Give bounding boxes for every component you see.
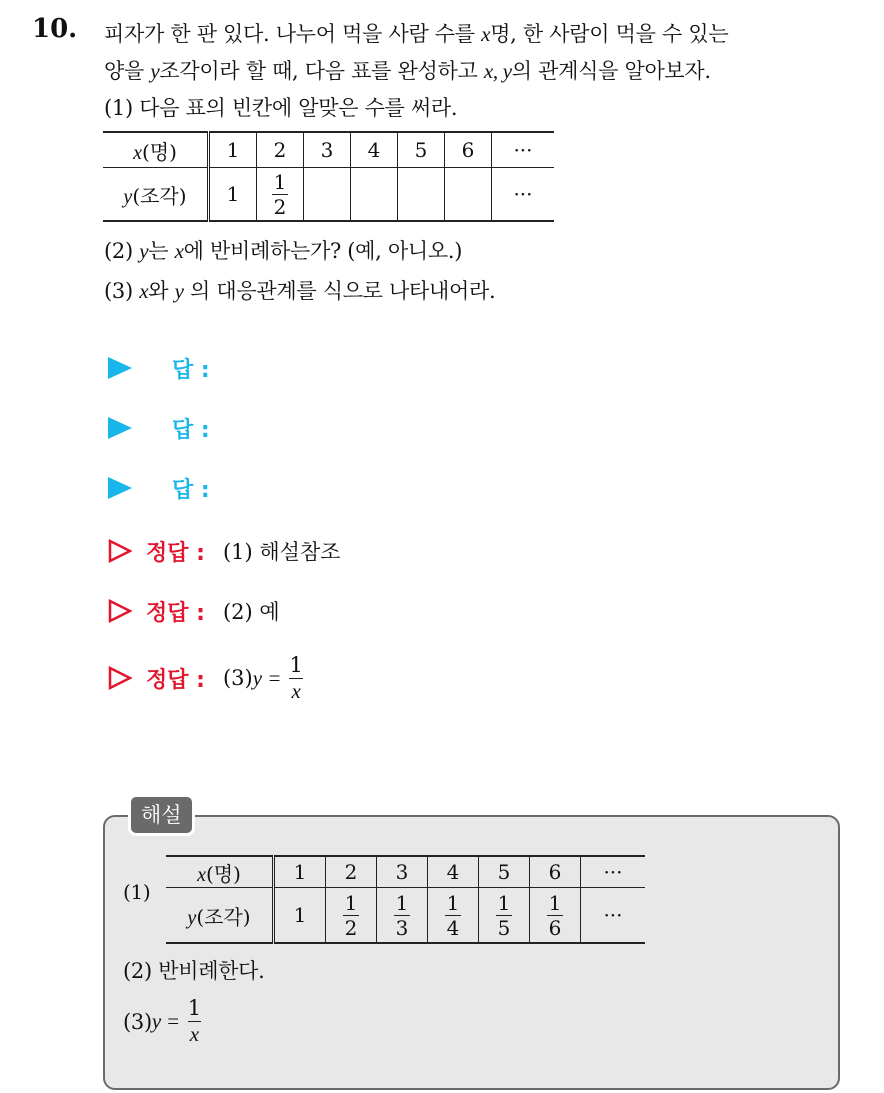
table-cell: 2 — [326, 856, 377, 888]
correct-text-2: (2) 예 — [222, 600, 280, 624]
question-line-2: 양을 y조각이라 할 때, 다음 표를 완성하고 x, y의 관계식을 알아보자. — [104, 59, 711, 83]
sub-question-1: (1) 다음 표의 빈칸에 알맞은 수를 써라. — [104, 96, 458, 120]
table-cell: 1 — [274, 856, 326, 888]
question-line-1: 피자가 한 판 있다. 나누어 먹을 사람 수를 x명, 한 사람이 먹을 수 있는 — [104, 22, 729, 46]
question-table — [103, 131, 554, 222]
answer-label: 답 : — [172, 357, 210, 383]
table-row-y — [166, 888, 645, 944]
blank-cell[interactable] — [398, 168, 445, 222]
correct-answer-3 — [108, 652, 305, 703]
correct-answer-2 — [108, 593, 280, 629]
table-cell: 1 — [209, 132, 257, 168]
table-cell: 1 — [209, 168, 257, 222]
table-cell-fraction: $\frac{1}{6}$ — [530, 888, 581, 944]
table-cell-dots: ··· — [492, 132, 555, 168]
table-cell-dots: ··· — [581, 856, 646, 888]
table-cell-fraction: $\frac{1}{5}$ — [479, 888, 530, 944]
correct-answer-1 — [108, 533, 341, 569]
table-cell: 6 — [530, 856, 581, 888]
table-cell: 5 — [479, 856, 530, 888]
correct-label: 정답 : — [146, 667, 205, 693]
outline-triangle-icon — [108, 539, 132, 563]
table-cell-fraction: $\frac{1}{2}$ — [326, 888, 377, 944]
table-cell: 3 — [304, 132, 351, 168]
table-cell-dots: ··· — [492, 168, 555, 222]
explanation-part-2: (2) 반비례한다. — [123, 959, 265, 983]
play-arrow-icon — [108, 417, 132, 439]
table-row-x — [166, 856, 645, 888]
explanation-part-3: (3) y = $\frac{1}{x}$ — [123, 996, 201, 1046]
answer-row-1[interactable] — [108, 350, 210, 386]
sub-question-2: (2) y는 x에 반비례하는가? (예, 아니오.) — [104, 239, 463, 263]
table-cell-dots: ··· — [581, 888, 646, 944]
play-arrow-icon — [108, 357, 132, 379]
blank-cell[interactable] — [351, 168, 398, 222]
answer-label: 답 : — [172, 477, 210, 503]
question-number: 10. — [32, 14, 78, 44]
correct-label: 정답 : — [146, 540, 205, 566]
table-cell: 4 — [428, 856, 479, 888]
table-cell: 5 — [398, 132, 445, 168]
answer-row-2[interactable] — [108, 410, 210, 446]
explanation-tag: 해설 — [128, 794, 195, 836]
table-cell-fraction: $\frac{1}{4}$ — [428, 888, 479, 944]
row-header-y: y(조각) — [103, 168, 209, 222]
table-cell-fraction: $\frac{1}{2}$ — [257, 168, 304, 222]
table-cell: 4 — [351, 132, 398, 168]
blank-cell[interactable] — [445, 168, 492, 222]
table-cell: 6 — [445, 132, 492, 168]
outline-triangle-icon — [108, 599, 132, 623]
table-cell: 2 — [257, 132, 304, 168]
table-row-x — [103, 132, 554, 168]
sub-question-3: (3) x와 y 의 대응관계를 식으로 나타내어라. — [104, 279, 496, 303]
table-cell-fraction: $\frac{1}{3}$ — [377, 888, 428, 944]
blank-cell[interactable] — [304, 168, 351, 222]
row-header-x: x(명) — [133, 139, 177, 164]
play-arrow-icon — [108, 477, 132, 499]
answer-row-3[interactable] — [108, 470, 210, 506]
row-header-y: y(조각) — [166, 888, 274, 944]
answer-label: 답 : — [172, 417, 210, 443]
correct-text-3: (3) y = $\frac{1}{x}$ — [222, 652, 303, 703]
outline-triangle-icon — [108, 666, 132, 690]
table-cell: 3 — [377, 856, 428, 888]
row-header-x: x(명) — [197, 861, 241, 886]
correct-label: 정답 : — [146, 600, 205, 626]
table-cell: 1 — [274, 888, 326, 944]
correct-text-1: (1) 해설참조 — [222, 540, 341, 564]
explanation-part-1: (1) — [123, 880, 151, 904]
table-row-y — [103, 168, 554, 222]
explanation-table — [166, 855, 645, 944]
